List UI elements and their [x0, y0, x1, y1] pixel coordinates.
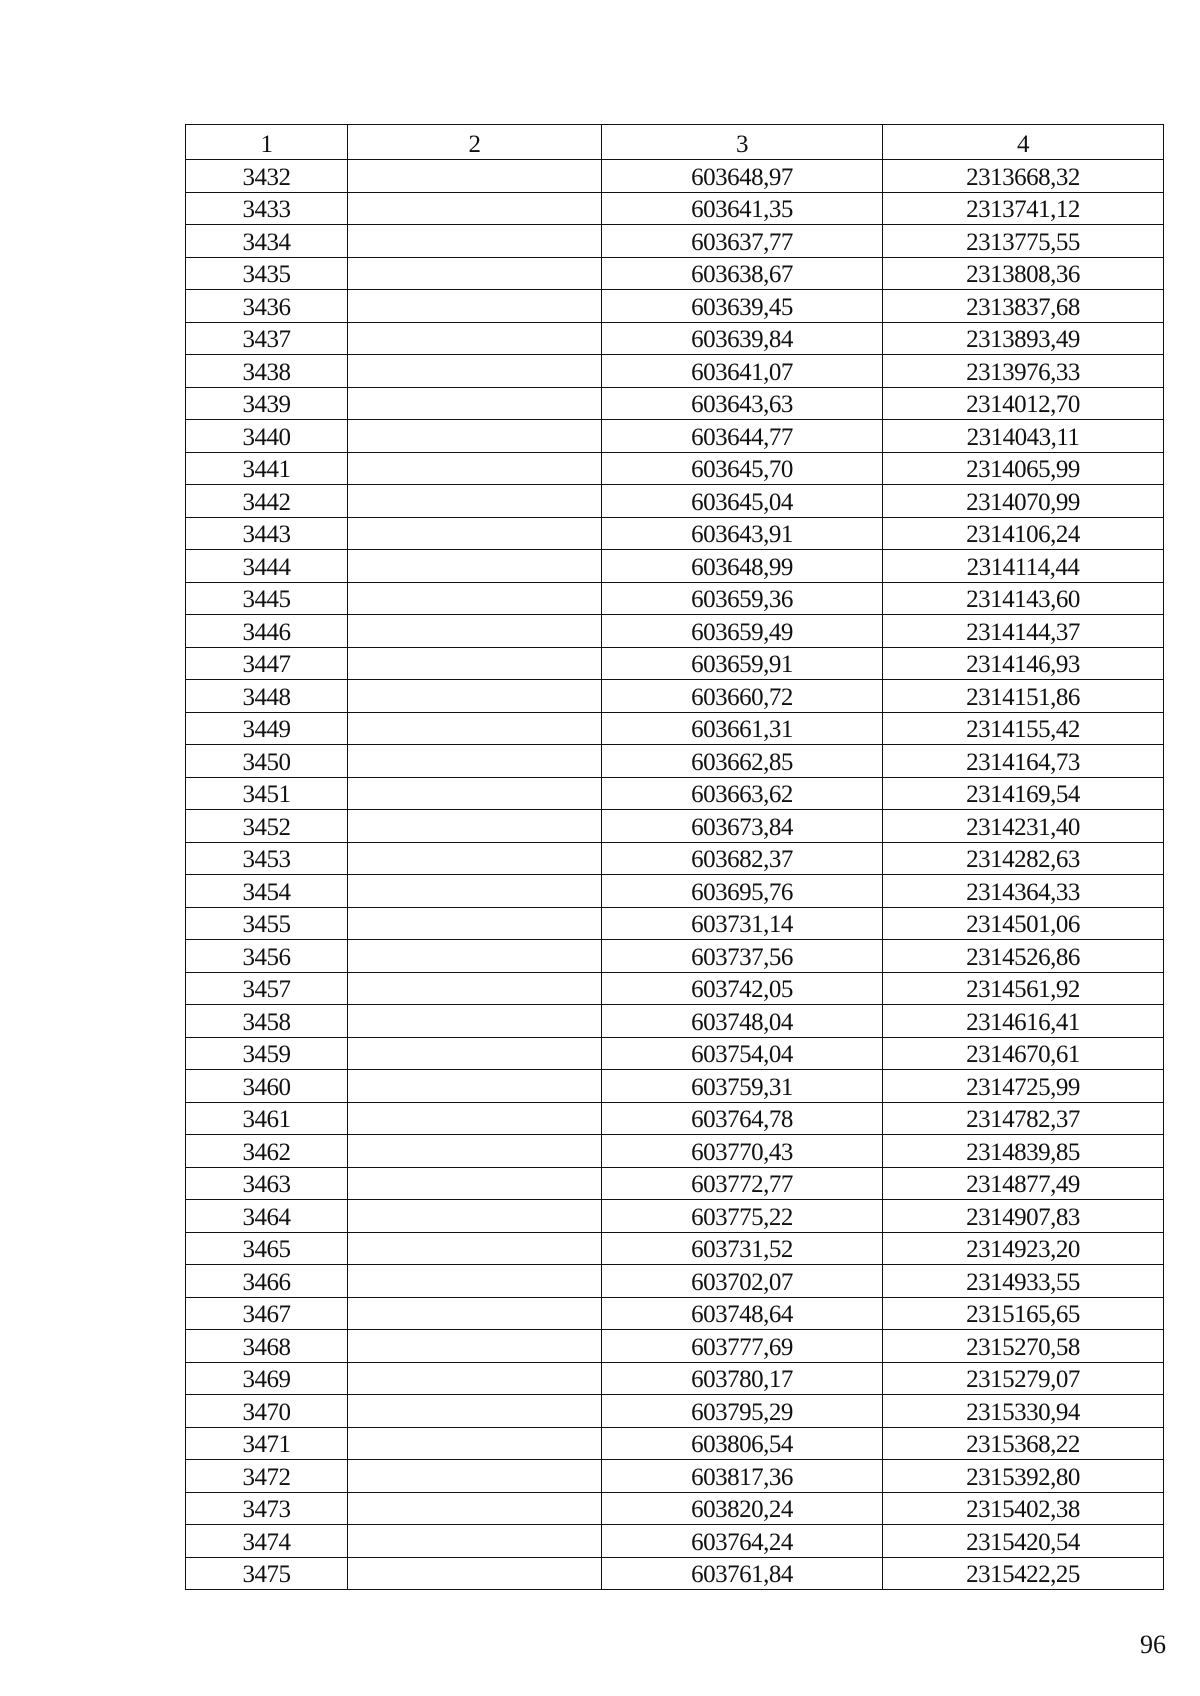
- x-coordinate-cell: 603638,67: [602, 257, 883, 290]
- y-coordinate-cell: 2314616,41: [883, 1005, 1164, 1038]
- y-coordinate-cell: 2315368,22: [883, 1427, 1164, 1460]
- table-row: [186, 1070, 1164, 1103]
- empty-cell: [348, 517, 602, 550]
- empty-cell: [348, 810, 602, 843]
- x-coordinate-cell: 603641,35: [602, 192, 883, 225]
- x-coordinate-cell: 603780,17: [602, 1362, 883, 1395]
- empty-cell: [348, 1135, 602, 1168]
- point-number-cell: 3466: [186, 1265, 348, 1298]
- point-number-cell: 3467: [186, 1297, 348, 1330]
- empty-cell: [348, 387, 602, 420]
- x-coordinate-cell: 603660,72: [602, 680, 883, 713]
- empty-cell: [348, 582, 602, 615]
- y-coordinate-cell: 2314877,49: [883, 1167, 1164, 1200]
- table-row: [186, 940, 1164, 973]
- y-coordinate-cell: 2314043,11: [883, 420, 1164, 453]
- point-number-cell: 3436: [186, 290, 348, 323]
- point-number-cell: 3447: [186, 647, 348, 680]
- table-row: [186, 1265, 1164, 1298]
- table-row: [186, 582, 1164, 615]
- x-coordinate-cell: 603663,62: [602, 777, 883, 810]
- point-number-cell: 3434: [186, 225, 348, 258]
- point-number-cell: 3448: [186, 680, 348, 713]
- table-row: [186, 680, 1164, 713]
- point-number-cell: 3473: [186, 1492, 348, 1525]
- column-header-2: 2: [348, 125, 602, 160]
- empty-cell: [348, 1330, 602, 1363]
- table-row: [186, 615, 1164, 648]
- x-coordinate-cell: 603639,84: [602, 322, 883, 355]
- y-coordinate-cell: 2314065,99: [883, 452, 1164, 485]
- point-number-cell: 3471: [186, 1427, 348, 1460]
- y-coordinate-cell: 2314070,99: [883, 485, 1164, 518]
- point-number-cell: 3432: [186, 160, 348, 193]
- empty-cell: [348, 485, 602, 518]
- empty-cell: [348, 420, 602, 453]
- y-coordinate-cell: 2314231,40: [883, 810, 1164, 843]
- empty-cell: [348, 1070, 602, 1103]
- point-number-cell: 3437: [186, 322, 348, 355]
- point-number-cell: 3440: [186, 420, 348, 453]
- empty-cell: [348, 1557, 602, 1590]
- y-coordinate-cell: 2313837,68: [883, 290, 1164, 323]
- y-coordinate-cell: 2314155,42: [883, 712, 1164, 745]
- point-number-cell: 3449: [186, 712, 348, 745]
- empty-cell: [348, 160, 602, 193]
- point-number-cell: 3453: [186, 842, 348, 875]
- y-coordinate-cell: 2314839,85: [883, 1135, 1164, 1168]
- y-coordinate-cell: 2314501,06: [883, 907, 1164, 940]
- point-number-cell: 3474: [186, 1525, 348, 1558]
- x-coordinate-cell: 603659,49: [602, 615, 883, 648]
- table-header: [186, 125, 1164, 160]
- table-row: [186, 290, 1164, 323]
- x-coordinate-cell: 603659,91: [602, 647, 883, 680]
- empty-cell: [348, 290, 602, 323]
- table-row: [186, 875, 1164, 908]
- empty-cell: [348, 1525, 602, 1558]
- point-number-cell: 3452: [186, 810, 348, 843]
- point-number-cell: 3438: [186, 355, 348, 388]
- x-coordinate-cell: 603643,91: [602, 517, 883, 550]
- table-row: [186, 322, 1164, 355]
- table-row: [186, 160, 1164, 193]
- y-coordinate-cell: 2315392,80: [883, 1460, 1164, 1493]
- y-coordinate-cell: 2314106,24: [883, 517, 1164, 550]
- y-coordinate-cell: 2314526,86: [883, 940, 1164, 973]
- x-coordinate-cell: 603764,24: [602, 1525, 883, 1558]
- x-coordinate-cell: 603748,64: [602, 1297, 883, 1330]
- table-row: [186, 907, 1164, 940]
- empty-cell: [348, 1265, 602, 1298]
- point-number-cell: 3445: [186, 582, 348, 615]
- column-header-4: 4: [883, 125, 1164, 160]
- x-coordinate-cell: 603662,85: [602, 745, 883, 778]
- x-coordinate-cell: 603673,84: [602, 810, 883, 843]
- point-number-cell: 3472: [186, 1460, 348, 1493]
- x-coordinate-cell: 603731,52: [602, 1232, 883, 1265]
- column-header-3: 3: [602, 125, 883, 160]
- table-body: [186, 160, 1164, 1590]
- x-coordinate-cell: 603695,76: [602, 875, 883, 908]
- header-row: [186, 125, 1164, 160]
- table-row: [186, 1525, 1164, 1558]
- y-coordinate-cell: 2313668,32: [883, 160, 1164, 193]
- x-coordinate-cell: 603764,78: [602, 1102, 883, 1135]
- empty-cell: [348, 1395, 602, 1428]
- table-row: [186, 1005, 1164, 1038]
- table-row: [186, 1427, 1164, 1460]
- table-row: [186, 1102, 1164, 1135]
- y-coordinate-cell: 2314923,20: [883, 1232, 1164, 1265]
- table-row: [186, 777, 1164, 810]
- empty-cell: [348, 1037, 602, 1070]
- table-row: [186, 1232, 1164, 1265]
- y-coordinate-cell: 2314012,70: [883, 387, 1164, 420]
- table-row: [186, 647, 1164, 680]
- y-coordinate-cell: 2314561,92: [883, 972, 1164, 1005]
- x-coordinate-cell: 603759,31: [602, 1070, 883, 1103]
- empty-cell: [348, 1297, 602, 1330]
- y-coordinate-cell: 2315402,38: [883, 1492, 1164, 1525]
- point-number-cell: 3464: [186, 1200, 348, 1233]
- x-coordinate-cell: 603772,77: [602, 1167, 883, 1200]
- table-row: [186, 192, 1164, 225]
- x-coordinate-cell: 603645,04: [602, 485, 883, 518]
- table-row: [186, 550, 1164, 583]
- y-coordinate-cell: 2314164,73: [883, 745, 1164, 778]
- table-row: [186, 257, 1164, 290]
- table-row: [186, 1362, 1164, 1395]
- y-coordinate-cell: 2314364,33: [883, 875, 1164, 908]
- x-coordinate-cell: 603731,14: [602, 907, 883, 940]
- x-coordinate-cell: 603775,22: [602, 1200, 883, 1233]
- empty-cell: [348, 647, 602, 680]
- x-coordinate-cell: 603748,04: [602, 1005, 883, 1038]
- table-row: [186, 1297, 1164, 1330]
- empty-cell: [348, 452, 602, 485]
- y-coordinate-cell: 2314169,54: [883, 777, 1164, 810]
- point-number-cell: 3459: [186, 1037, 348, 1070]
- y-coordinate-cell: 2313893,49: [883, 322, 1164, 355]
- empty-cell: [348, 907, 602, 940]
- point-number-cell: 3468: [186, 1330, 348, 1363]
- point-number-cell: 3475: [186, 1557, 348, 1590]
- x-coordinate-cell: 603637,77: [602, 225, 883, 258]
- table-row: [186, 517, 1164, 550]
- point-number-cell: 3469: [186, 1362, 348, 1395]
- empty-cell: [348, 322, 602, 355]
- x-coordinate-cell: 603702,07: [602, 1265, 883, 1298]
- empty-cell: [348, 777, 602, 810]
- point-number-cell: 3451: [186, 777, 348, 810]
- point-number-cell: 3457: [186, 972, 348, 1005]
- table-row: [186, 1557, 1164, 1590]
- x-coordinate-cell: 603661,31: [602, 712, 883, 745]
- table-row: [186, 1460, 1164, 1493]
- point-number-cell: 3439: [186, 387, 348, 420]
- y-coordinate-cell: 2315165,65: [883, 1297, 1164, 1330]
- point-number-cell: 3461: [186, 1102, 348, 1135]
- point-number-cell: 3462: [186, 1135, 348, 1168]
- x-coordinate-cell: 603770,43: [602, 1135, 883, 1168]
- point-number-cell: 3433: [186, 192, 348, 225]
- empty-cell: [348, 257, 602, 290]
- y-coordinate-cell: 2314143,60: [883, 582, 1164, 615]
- y-coordinate-cell: 2314933,55: [883, 1265, 1164, 1298]
- table-row: [186, 1135, 1164, 1168]
- empty-cell: [348, 1200, 602, 1233]
- empty-cell: [348, 1232, 602, 1265]
- empty-cell: [348, 842, 602, 875]
- x-coordinate-cell: 603777,69: [602, 1330, 883, 1363]
- point-number-cell: 3443: [186, 517, 348, 550]
- empty-cell: [348, 1492, 602, 1525]
- column-header-1: 1: [186, 125, 348, 160]
- y-coordinate-cell: 2314151,86: [883, 680, 1164, 713]
- point-number-cell: 3441: [186, 452, 348, 485]
- x-coordinate-cell: 603644,77: [602, 420, 883, 453]
- table-row: [186, 810, 1164, 843]
- empty-cell: [348, 972, 602, 1005]
- empty-cell: [348, 225, 602, 258]
- y-coordinate-cell: 2314907,83: [883, 1200, 1164, 1233]
- y-coordinate-cell: 2315279,07: [883, 1362, 1164, 1395]
- table-row: [186, 452, 1164, 485]
- x-coordinate-cell: 603795,29: [602, 1395, 883, 1428]
- empty-cell: [348, 1005, 602, 1038]
- y-coordinate-cell: 2314144,37: [883, 615, 1164, 648]
- table-row: [186, 712, 1164, 745]
- empty-cell: [348, 712, 602, 745]
- table-row: [186, 745, 1164, 778]
- x-coordinate-cell: 603761,84: [602, 1557, 883, 1590]
- y-coordinate-cell: 2314282,63: [883, 842, 1164, 875]
- y-coordinate-cell: 2314146,93: [883, 647, 1164, 680]
- y-coordinate-cell: 2314670,61: [883, 1037, 1164, 1070]
- page-number: 96: [1140, 1630, 1166, 1659]
- empty-cell: [348, 1167, 602, 1200]
- x-coordinate-cell: 603659,36: [602, 582, 883, 615]
- y-coordinate-cell: 2313976,33: [883, 355, 1164, 388]
- x-coordinate-cell: 603641,07: [602, 355, 883, 388]
- x-coordinate-cell: 603645,70: [602, 452, 883, 485]
- x-coordinate-cell: 603639,45: [602, 290, 883, 323]
- table-row: [186, 485, 1164, 518]
- point-number-cell: 3456: [186, 940, 348, 973]
- x-coordinate-cell: 603643,63: [602, 387, 883, 420]
- empty-cell: [348, 615, 602, 648]
- y-coordinate-cell: 2313775,55: [883, 225, 1164, 258]
- point-number-cell: 3458: [186, 1005, 348, 1038]
- point-number-cell: 3442: [186, 485, 348, 518]
- table-row: [186, 1200, 1164, 1233]
- table-row: [186, 420, 1164, 453]
- point-number-cell: 3455: [186, 907, 348, 940]
- table-row: [186, 355, 1164, 388]
- point-number-cell: 3460: [186, 1070, 348, 1103]
- empty-cell: [348, 745, 602, 778]
- table-row: [186, 1492, 1164, 1525]
- x-coordinate-cell: 603820,24: [602, 1492, 883, 1525]
- table-row: [186, 1395, 1164, 1428]
- point-number-cell: 3446: [186, 615, 348, 648]
- x-coordinate-cell: 603817,36: [602, 1460, 883, 1493]
- table-row: [186, 1330, 1164, 1363]
- empty-cell: [348, 680, 602, 713]
- empty-cell: [348, 1102, 602, 1135]
- point-number-cell: 3454: [186, 875, 348, 908]
- x-coordinate-cell: 603742,05: [602, 972, 883, 1005]
- y-coordinate-cell: 2315330,94: [883, 1395, 1164, 1428]
- table-row: [186, 842, 1164, 875]
- y-coordinate-cell: 2314782,37: [883, 1102, 1164, 1135]
- coordinates-table: [185, 124, 1164, 1590]
- table-row: [186, 1167, 1164, 1200]
- y-coordinate-cell: 2314725,99: [883, 1070, 1164, 1103]
- x-coordinate-cell: 603806,54: [602, 1427, 883, 1460]
- point-number-cell: 3465: [186, 1232, 348, 1265]
- table-row: [186, 225, 1164, 258]
- y-coordinate-cell: 2315422,25: [883, 1557, 1164, 1590]
- point-number-cell: 3470: [186, 1395, 348, 1428]
- empty-cell: [348, 550, 602, 583]
- empty-cell: [348, 1362, 602, 1395]
- empty-cell: [348, 1460, 602, 1493]
- x-coordinate-cell: 603648,99: [602, 550, 883, 583]
- x-coordinate-cell: 603754,04: [602, 1037, 883, 1070]
- table-row: [186, 972, 1164, 1005]
- point-number-cell: 3435: [186, 257, 348, 290]
- empty-cell: [348, 1427, 602, 1460]
- empty-cell: [348, 192, 602, 225]
- table-row: [186, 387, 1164, 420]
- table-row: [186, 1037, 1164, 1070]
- x-coordinate-cell: 603737,56: [602, 940, 883, 973]
- y-coordinate-cell: 2313808,36: [883, 257, 1164, 290]
- empty-cell: [348, 355, 602, 388]
- empty-cell: [348, 940, 602, 973]
- y-coordinate-cell: 2314114,44: [883, 550, 1164, 583]
- y-coordinate-cell: 2315420,54: [883, 1525, 1164, 1558]
- x-coordinate-cell: 603648,97: [602, 160, 883, 193]
- y-coordinate-cell: 2313741,12: [883, 192, 1164, 225]
- empty-cell: [348, 875, 602, 908]
- x-coordinate-cell: 603682,37: [602, 842, 883, 875]
- point-number-cell: 3450: [186, 745, 348, 778]
- point-number-cell: 3444: [186, 550, 348, 583]
- point-number-cell: 3463: [186, 1167, 348, 1200]
- y-coordinate-cell: 2315270,58: [883, 1330, 1164, 1363]
